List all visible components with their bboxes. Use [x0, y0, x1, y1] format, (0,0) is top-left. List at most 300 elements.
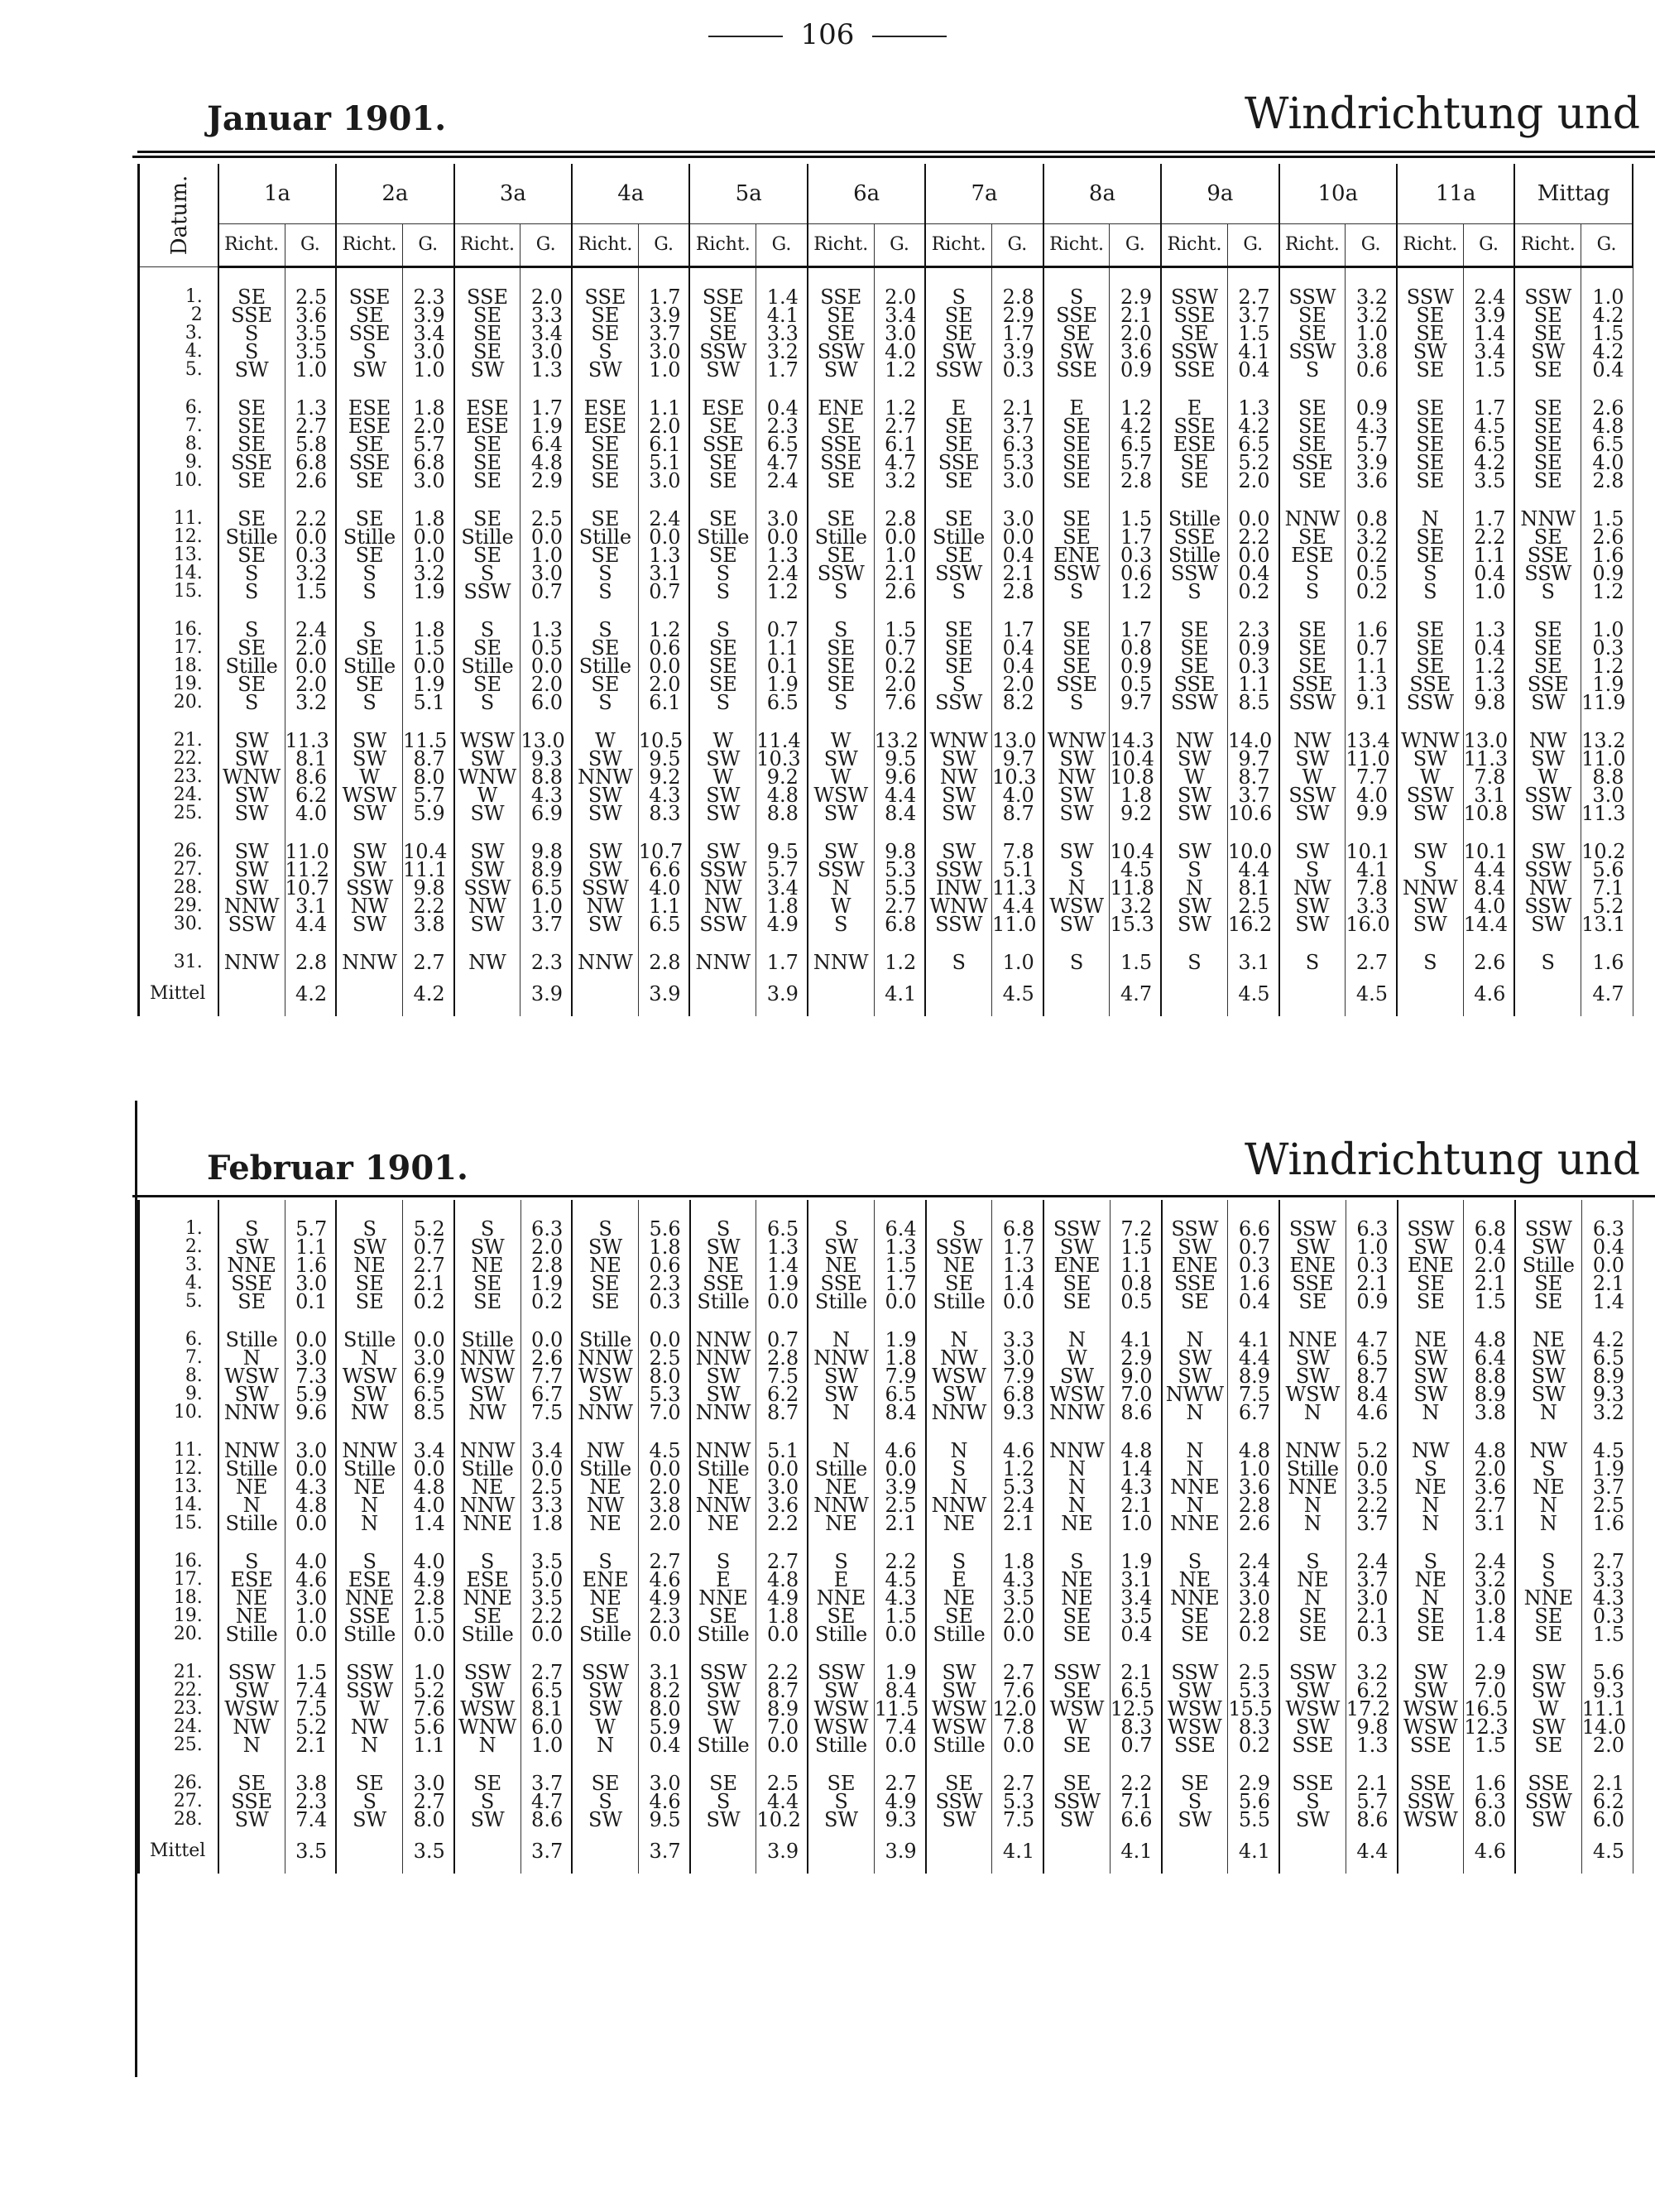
table-row [139, 472, 1633, 490]
direction-cell: NNW [808, 1349, 874, 1367]
speed-cell: 4.9 [756, 1589, 808, 1607]
direction-cell: SE [1514, 639, 1581, 657]
direction-cell: S [1043, 1552, 1110, 1571]
spacer-cell [1514, 267, 1581, 289]
speed-cell: 7.0 [638, 1403, 689, 1422]
spacer-cell [1515, 1311, 1581, 1331]
direction-cell: SSW [1398, 1792, 1464, 1811]
speed-cell: 4.3 [1346, 417, 1397, 435]
speed-cell: 3.3 [756, 324, 808, 343]
speed-cell: 1.3 [285, 399, 336, 417]
speed-cell: 4.4 [1228, 1349, 1279, 1367]
direction-cell: SW [1161, 897, 1227, 915]
speed-cell: 3.1 [638, 564, 689, 583]
speed-cell: 16.0 [1346, 915, 1397, 933]
speed-cell: 7.4 [874, 1718, 925, 1736]
table-row [139, 306, 1633, 324]
spacer-cell [1279, 712, 1346, 732]
speed-cell: 0.9 [1227, 639, 1278, 657]
direction-cell: SW [1279, 1349, 1346, 1367]
direction-cell: SW [1397, 897, 1463, 915]
day-cell: 14. [139, 564, 218, 583]
direction-cell: S [926, 1552, 992, 1571]
table-row [139, 1460, 1633, 1478]
direction-cell: SW [218, 750, 285, 768]
spacer-cell [926, 1422, 992, 1442]
speed-cell: 1.9 [874, 1331, 925, 1349]
direction-header: Richt. [336, 224, 402, 267]
spacer-cell [1346, 1643, 1397, 1663]
direction-cell: NNW [1279, 510, 1346, 528]
spacer-cell [1346, 1200, 1397, 1220]
day-cell: 26. [139, 842, 218, 861]
spacer-cell [1346, 1311, 1397, 1331]
spacer-cell [874, 1643, 925, 1663]
speed-cell: 3.7 [992, 417, 1043, 435]
table-row [139, 621, 1633, 639]
speed-cell: 12.3 [1464, 1718, 1515, 1736]
speed-cell: 1.0 [285, 361, 336, 379]
speed-cell: 5.3 [992, 453, 1043, 472]
speed-cell: 3.2 [402, 564, 453, 583]
speed-header: G. [992, 224, 1043, 267]
direction-cell: SE [218, 435, 285, 453]
table-row [139, 1625, 1633, 1643]
direction-cell: SSW [1515, 1792, 1581, 1811]
direction-cell: SE [925, 472, 991, 490]
speed-cell: 6.2 [1581, 1792, 1633, 1811]
speed-cell: 0.0 [520, 657, 572, 675]
mean-value-cell: 3.9 [756, 1829, 808, 1874]
spacer-cell [454, 823, 520, 842]
speed-cell: 4.8 [1464, 1442, 1515, 1460]
direction-cell: S [689, 621, 756, 639]
speed-cell: 1.0 [1581, 621, 1633, 639]
speed-cell: 6.7 [520, 1385, 572, 1403]
speed-cell: 1.6 [1581, 546, 1633, 564]
direction-cell: SE [1279, 657, 1346, 675]
table-row [139, 546, 1633, 564]
direction-cell: SE [689, 472, 756, 490]
direction-cell: Stille [454, 1331, 520, 1349]
table-row [139, 804, 1633, 823]
direction-cell: SE [1279, 1293, 1346, 1311]
speed-cell: 1.1 [1110, 1256, 1161, 1274]
direction-cell: SE [689, 453, 756, 472]
direction-cell: SSW [336, 1663, 402, 1682]
direction-cell: S [689, 693, 756, 712]
direction-cell: S [1279, 583, 1346, 601]
speed-cell: 8.6 [1346, 1811, 1397, 1829]
speed-cell: 9.8 [402, 879, 453, 897]
spacer-cell [1397, 601, 1463, 621]
spacer-cell [690, 1533, 756, 1552]
spacer-cell [1043, 1533, 1110, 1552]
direction-cell: S [1043, 583, 1110, 601]
direction-cell: NE [572, 1589, 638, 1607]
direction-cell: NE [1162, 1571, 1228, 1589]
spacer-cell [336, 1422, 402, 1442]
spacer-cell [1397, 712, 1463, 732]
hour-header-7: 7a [925, 164, 1043, 224]
direction-cell: SE [1043, 657, 1110, 675]
speed-cell: 9.2 [756, 768, 808, 786]
speed-cell: 5.8 [285, 435, 336, 453]
direction-cell: SE [689, 306, 756, 324]
direction-cell: SE [336, 1774, 402, 1792]
spacer-cell [1110, 1200, 1161, 1220]
direction-cell: NW [336, 1403, 402, 1422]
speed-cell: 2.9 [1228, 1774, 1279, 1792]
direction-cell: Stille [454, 528, 520, 546]
direction-cell: S [808, 915, 874, 933]
table-row [139, 1403, 1633, 1422]
speed-cell: 3.2 [285, 693, 336, 712]
mean-empty-cell [1397, 972, 1463, 1016]
speed-cell: 1.2 [874, 399, 925, 417]
mean-empty-cell [808, 1829, 874, 1874]
speed-cell: 1.5 [285, 583, 336, 601]
speed-cell: 3.8 [1464, 1403, 1515, 1422]
direction-cell: E [1161, 399, 1227, 417]
speed-cell: 2.0 [874, 288, 925, 306]
day-cell: 22. [139, 750, 218, 768]
spacer-cell [756, 1754, 808, 1774]
direction-cell: INW [925, 879, 991, 897]
mean-value-cell: 3.9 [638, 972, 689, 1016]
spacer-cell [1346, 933, 1397, 953]
speed-cell: 2.3 [1227, 621, 1278, 639]
datum-label: Datum. [167, 175, 193, 256]
direction-cell: N [1043, 1478, 1110, 1496]
speed-cell: 2.6 [285, 472, 336, 490]
direction-cell: SW [1043, 915, 1110, 933]
table-row [139, 453, 1633, 472]
speed-cell: 1.3 [874, 1238, 925, 1256]
direction-cell: ENE [1043, 546, 1110, 564]
speed-cell: 1.2 [1463, 657, 1514, 675]
speed-cell: 7.5 [992, 1811, 1043, 1829]
direction-cell: NE [690, 1478, 756, 1496]
direction-cell: SSW [808, 861, 874, 879]
speed-cell: 2.7 [874, 897, 925, 915]
day-cell: 5. [139, 361, 218, 379]
speed-cell: 5.3 [992, 1478, 1043, 1496]
spacer-cell [992, 379, 1043, 399]
speed-cell: 2.0 [1464, 1256, 1515, 1274]
table-row [139, 435, 1633, 453]
direction-cell: S [690, 1552, 756, 1571]
direction-cell: SSE [1279, 675, 1346, 693]
direction-cell: Stille [808, 1625, 874, 1643]
speed-header: G. [402, 224, 453, 267]
direction-cell: NE [690, 1514, 756, 1533]
table-row [139, 1514, 1633, 1533]
spacer-cell [690, 1643, 756, 1663]
speed-cell: 5.6 [1228, 1792, 1279, 1811]
speed-cell: 4.9 [638, 1589, 689, 1607]
speed-cell: 2.8 [285, 953, 336, 972]
direction-cell: SE [1043, 1293, 1110, 1311]
speed-cell: 1.7 [756, 953, 808, 972]
speed-cell: 0.7 [638, 583, 689, 601]
january-table-top-rule [132, 156, 1655, 158]
mean-empty-cell [218, 1829, 285, 1874]
table-row [139, 1718, 1633, 1736]
spacer-cell [336, 1643, 402, 1663]
speed-cell: 0.6 [638, 639, 689, 657]
direction-cell: SW [1162, 1238, 1228, 1256]
speed-cell: 8.9 [520, 861, 572, 879]
speed-cell: 1.4 [1581, 1293, 1633, 1311]
spacer-cell [139, 823, 218, 842]
speed-cell: 14.0 [1227, 732, 1278, 750]
direction-cell: SSW [690, 1663, 756, 1682]
direction-cell: N [1515, 1496, 1581, 1514]
speed-cell: 4.3 [638, 786, 689, 804]
speed-cell: 2.8 [638, 953, 689, 972]
speed-cell: 4.1 [1227, 343, 1278, 361]
spacer-cell [520, 267, 572, 289]
speed-cell: 10.1 [1463, 842, 1514, 861]
speed-cell: 3.7 [1227, 306, 1278, 324]
speed-cell: 11.5 [874, 1700, 925, 1718]
direction-cell: SSW [1043, 564, 1110, 583]
direction-cell: SE [1161, 472, 1227, 490]
direction-cell: WSW [454, 732, 520, 750]
direction-cell: S [1279, 361, 1346, 379]
speed-cell: 0.0 [638, 528, 689, 546]
direction-cell: SE [1397, 657, 1463, 675]
speed-cell: 2.0 [638, 417, 689, 435]
direction-cell: Stille [218, 528, 285, 546]
speed-header: G. [1581, 224, 1633, 267]
speed-cell: 6.5 [1463, 435, 1514, 453]
speed-cell: 3.0 [1228, 1589, 1279, 1607]
spacer-cell [756, 1643, 808, 1663]
direction-cell: SSW [572, 879, 638, 897]
speed-cell: 5.9 [638, 1718, 689, 1736]
spacer-cell [1463, 712, 1514, 732]
spacer-cell [285, 1533, 336, 1552]
direction-cell: Stille [690, 1460, 756, 1478]
direction-cell: N [926, 1331, 992, 1349]
speed-cell: 4.5 [638, 1442, 689, 1460]
direction-header: Richt. [808, 224, 874, 267]
direction-cell: Stille [454, 657, 520, 675]
direction-cell: NE [454, 1478, 520, 1496]
spacer-cell [1346, 1754, 1397, 1774]
speed-cell: 1.7 [874, 1274, 925, 1293]
spacer-cell [285, 601, 336, 621]
speed-cell: 3.0 [402, 472, 453, 490]
direction-cell: SW [1279, 842, 1346, 861]
direction-cell: SE [689, 639, 756, 657]
direction-cell: SE [689, 675, 756, 693]
speed-cell: 1.8 [1464, 1607, 1515, 1625]
direction-cell: SSW [1279, 1220, 1346, 1238]
direction-cell: SSW [925, 861, 991, 879]
direction-cell: SSW [1043, 1792, 1110, 1811]
speed-cell: 1.2 [1110, 399, 1161, 417]
spacer-cell [1279, 1754, 1346, 1774]
direction-cell: SE [454, 324, 520, 343]
speed-cell: 4.8 [403, 1478, 454, 1496]
spacer-cell [1227, 933, 1278, 953]
direction-cell: NE [926, 1256, 992, 1274]
direction-cell: SE [1397, 399, 1463, 417]
speed-cell: 6.2 [285, 786, 336, 804]
direction-cell: WSW [1043, 1700, 1110, 1718]
spacer-cell [992, 267, 1043, 289]
direction-cell: SW [1279, 897, 1346, 915]
speed-cell: 8.7 [1346, 1367, 1397, 1385]
direction-cell: SW [572, 786, 638, 804]
direction-cell: SW [925, 750, 991, 768]
direction-cell: Stille [690, 1293, 756, 1311]
spacer-cell [572, 933, 638, 953]
spacer-cell [808, 379, 874, 399]
direction-header: Richt. [218, 224, 285, 267]
direction-cell: S [336, 1792, 402, 1811]
speed-cell: 2.0 [285, 675, 336, 693]
speed-cell: 1.5 [285, 1663, 336, 1682]
speed-cell: 0.0 [520, 1625, 572, 1643]
direction-cell: SE [1279, 435, 1346, 453]
direction-cell: N [1397, 510, 1463, 528]
direction-cell: SE [1043, 528, 1110, 546]
spacer-cell [1110, 1311, 1161, 1331]
speed-cell: 7.3 [285, 1367, 336, 1385]
speed-cell: 1.3 [520, 621, 572, 639]
spacer-cell [572, 267, 638, 289]
direction-cell: SE [1515, 1625, 1581, 1643]
spacer-cell [402, 823, 453, 842]
spacer-cell [874, 1200, 925, 1220]
direction-cell: Stille [808, 1736, 874, 1754]
speed-cell: 4.0 [285, 804, 336, 823]
spacer-cell [402, 933, 453, 953]
speed-cell: 0.7 [756, 1331, 808, 1349]
spacer-cell [1581, 1311, 1633, 1331]
direction-cell: W [1043, 1718, 1110, 1736]
speed-cell: 2.0 [638, 1478, 689, 1496]
speed-cell: 3.4 [520, 324, 572, 343]
speed-cell: 3.0 [520, 564, 572, 583]
direction-cell: SW [690, 1238, 756, 1256]
speed-cell: 3.2 [1581, 1403, 1633, 1422]
speed-cell: 10.4 [402, 842, 453, 861]
hour-header-8: 8a [1043, 164, 1161, 224]
speed-cell: 5.2 [1227, 453, 1278, 472]
mean-value-cell: 4.6 [1463, 972, 1514, 1016]
direction-cell: SW [808, 1385, 874, 1403]
spacer-cell [454, 267, 520, 289]
direction-cell: W [808, 768, 874, 786]
speed-cell: 11.0 [1346, 750, 1397, 768]
speed-cell: 4.2 [1581, 343, 1633, 361]
speed-cell: 5.0 [520, 1571, 572, 1589]
speed-cell: 2.3 [402, 288, 453, 306]
direction-cell: SSW [1279, 288, 1346, 306]
speed-cell: 3.0 [520, 343, 572, 361]
speed-cell: 8.7 [756, 1403, 808, 1422]
mean-value-cell: 4.6 [1464, 1829, 1515, 1874]
direction-cell: SSW [1397, 288, 1463, 306]
direction-cell: SE [218, 472, 285, 490]
speed-cell: 3.7 [1227, 786, 1278, 804]
spacer-cell [1398, 1643, 1464, 1663]
speed-cell: 2.2 [1227, 528, 1278, 546]
direction-cell: Stille [572, 1625, 638, 1643]
direction-cell: SW [454, 1811, 520, 1829]
speed-cell: 3.0 [402, 343, 453, 361]
day-cell: 19. [139, 1607, 218, 1625]
mean-value-cell: 3.5 [285, 1829, 336, 1874]
speed-cell: 8.4 [874, 1682, 925, 1700]
direction-cell: SW [1514, 693, 1581, 712]
table-row [139, 417, 1633, 435]
spacer-cell [1162, 1754, 1228, 1774]
speed-cell: 2.1 [992, 399, 1043, 417]
speed-cell: 8.5 [403, 1403, 454, 1422]
speed-cell: 1.3 [1227, 399, 1278, 417]
speed-cell: 0.8 [1346, 510, 1397, 528]
direction-cell: SW [1397, 915, 1463, 933]
spacer-cell [1162, 1422, 1228, 1442]
spacer-cell [1161, 267, 1227, 289]
direction-cell: SE [1161, 324, 1227, 343]
direction-cell: SW [454, 842, 520, 861]
speed-cell: 1.1 [403, 1736, 454, 1754]
speed-cell: 6.0 [520, 693, 572, 712]
spacer-cell [992, 601, 1043, 621]
speed-cell: 6.8 [992, 1220, 1043, 1238]
spacer-cell [1398, 1754, 1464, 1774]
direction-cell: SE [454, 510, 520, 528]
speed-cell: 9.5 [638, 1811, 689, 1829]
speed-cell: 2.6 [1228, 1514, 1279, 1533]
direction-cell: WSW [1043, 1385, 1110, 1403]
direction-cell: WNW [925, 897, 991, 915]
spacer-cell [1227, 379, 1278, 399]
direction-cell: S [1279, 861, 1346, 879]
direction-cell: NE [572, 1256, 638, 1274]
speed-cell: 3.0 [1581, 786, 1633, 804]
direction-cell: SW [336, 361, 402, 379]
direction-cell: NE [572, 1478, 638, 1496]
direction-cell: Stille [218, 1625, 285, 1643]
spacer-row [139, 267, 1633, 289]
direction-cell: W [1515, 1700, 1581, 1718]
direction-cell: SE [1514, 472, 1581, 490]
day-cell: 22. [139, 1682, 218, 1700]
speed-cell: 2.0 [1464, 1460, 1515, 1478]
direction-cell: N [218, 1496, 285, 1514]
speed-cell: 0.8 [1110, 639, 1161, 657]
direction-cell: ENE [808, 399, 874, 417]
speed-cell: 9.1 [1346, 693, 1397, 712]
mean-empty-cell [454, 1829, 520, 1874]
spacer-cell [520, 601, 572, 621]
speed-cell: 2.1 [874, 564, 925, 583]
spacer-cell [285, 1200, 336, 1220]
direction-cell: NW [1279, 732, 1346, 750]
speed-cell: 0.4 [992, 657, 1043, 675]
speed-header: G. [1227, 224, 1278, 267]
speed-cell: 9.8 [520, 842, 572, 861]
speed-cell: 3.2 [1346, 288, 1397, 306]
